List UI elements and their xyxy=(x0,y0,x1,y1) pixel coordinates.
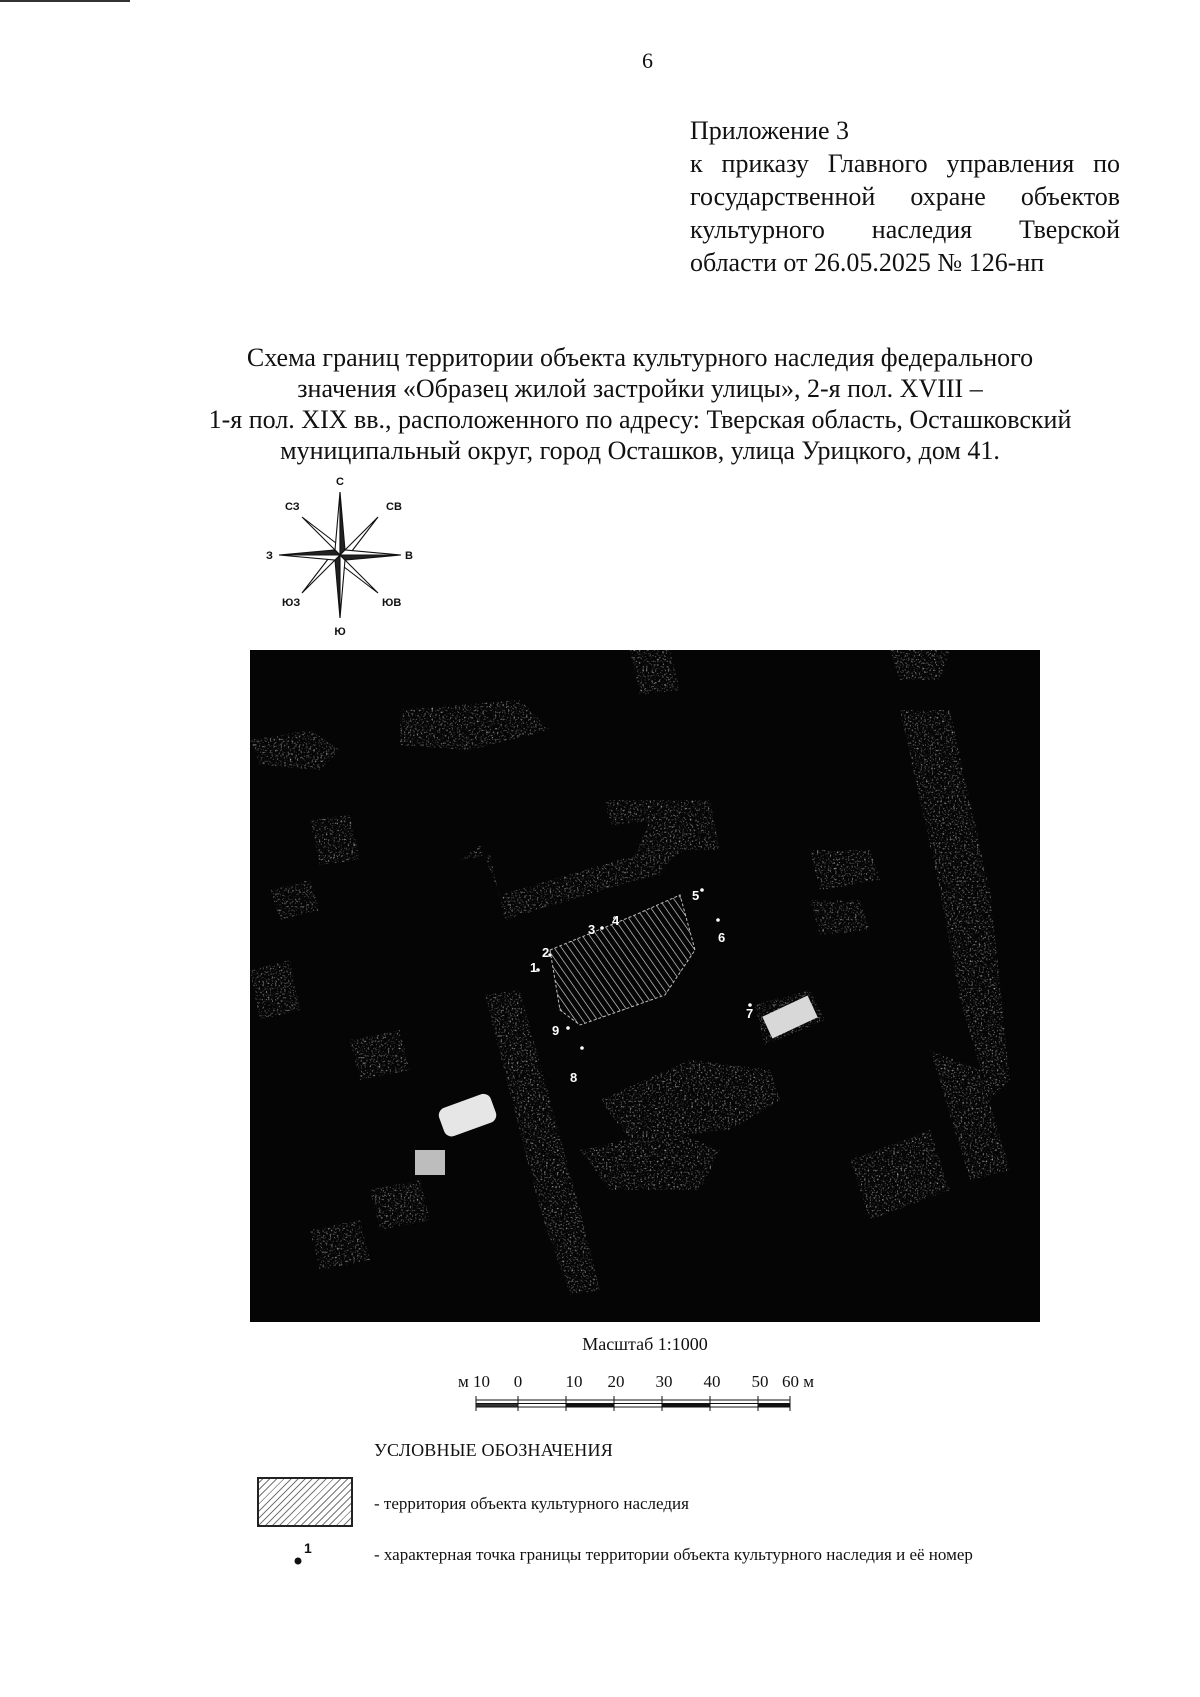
appendix-line: области от 26.05.2025 № 126-нп xyxy=(690,248,1045,277)
legend-title: УСЛОВНЫЕ ОБОЗНАЧЕНИЯ xyxy=(374,1440,613,1460)
title-line: Схема границ территории объекта культурного наследия федерального xyxy=(246,343,1034,372)
title-line: 1-я пол. XIX вв., расположенного по адресу: Тверская область, Осташковский xyxy=(208,405,1072,434)
svg-text:4: 4 xyxy=(612,913,620,928)
map-building xyxy=(415,1150,445,1175)
compass-s: Ю xyxy=(334,626,346,638)
compass-e: В xyxy=(405,550,413,562)
svg-text:3: 3 xyxy=(588,922,596,937)
page-number: 6 xyxy=(642,48,653,73)
svg-text:1: 1 xyxy=(530,960,538,975)
scale-tick-label: 30 xyxy=(655,1372,673,1391)
scale-tick-label: 60 м xyxy=(781,1372,815,1391)
svg-text:6: 6 xyxy=(718,930,726,945)
compass-rose-icon xyxy=(255,472,425,640)
appendix-line: к приказу Главного управления по xyxy=(690,149,1120,178)
compass-se: ЮВ xyxy=(382,597,402,609)
scale-bar xyxy=(458,1370,828,1418)
svg-text:2: 2 xyxy=(542,945,550,960)
svg-text:7: 7 xyxy=(746,1006,754,1021)
svg-text:5: 5 xyxy=(692,888,700,903)
boundary-point xyxy=(612,913,620,928)
compass-sw: ЮЗ xyxy=(282,597,301,609)
scale-tick-label: 10 xyxy=(565,1372,583,1391)
title-line: муниципальный округ, город Осташков, улица Урицкого, дом 41. xyxy=(280,436,1000,465)
title-line: значения «Образец жилой застройки улицы», 2-я пол. XVIII – xyxy=(297,374,983,403)
legend-point-marker-icon xyxy=(292,1540,322,1570)
legend-territory-swatch xyxy=(257,1477,353,1527)
appendix-note xyxy=(690,114,1120,279)
scale-tick-label: 40 xyxy=(703,1372,721,1391)
compass-n: С xyxy=(336,476,344,488)
legend-point-number: 1 xyxy=(304,1540,312,1556)
appendix-line: культурного наследия Тверской xyxy=(690,215,1120,244)
legend-item-point: - характерная точка границы территории объекта культурного наследия и её номер xyxy=(374,1545,973,1564)
scale-label: Масштаб 1:1000 xyxy=(582,1334,708,1354)
compass-w: З xyxy=(266,550,273,562)
svg-text:9: 9 xyxy=(552,1023,560,1038)
scan-edge-mark xyxy=(0,0,130,2)
scale-tick-label: м 10 xyxy=(458,1372,491,1391)
appendix-line: Приложение 3 xyxy=(690,116,850,145)
scale-tick-label: 20 xyxy=(607,1372,625,1391)
scale-tick-label: 0 xyxy=(513,1372,523,1391)
compass-nw: СЗ xyxy=(285,501,300,513)
scale-tick-label: 50 xyxy=(751,1372,769,1391)
scheme-title xyxy=(150,342,1130,466)
legend-item-territory: - территория объекта культурного наследия xyxy=(374,1494,689,1513)
boundary-point xyxy=(746,1003,753,1021)
appendix-line: государственной охране объектов xyxy=(690,182,1120,211)
aerial-map xyxy=(250,650,1040,1322)
compass-ne: СВ xyxy=(386,501,402,513)
svg-text:8: 8 xyxy=(570,1070,578,1085)
